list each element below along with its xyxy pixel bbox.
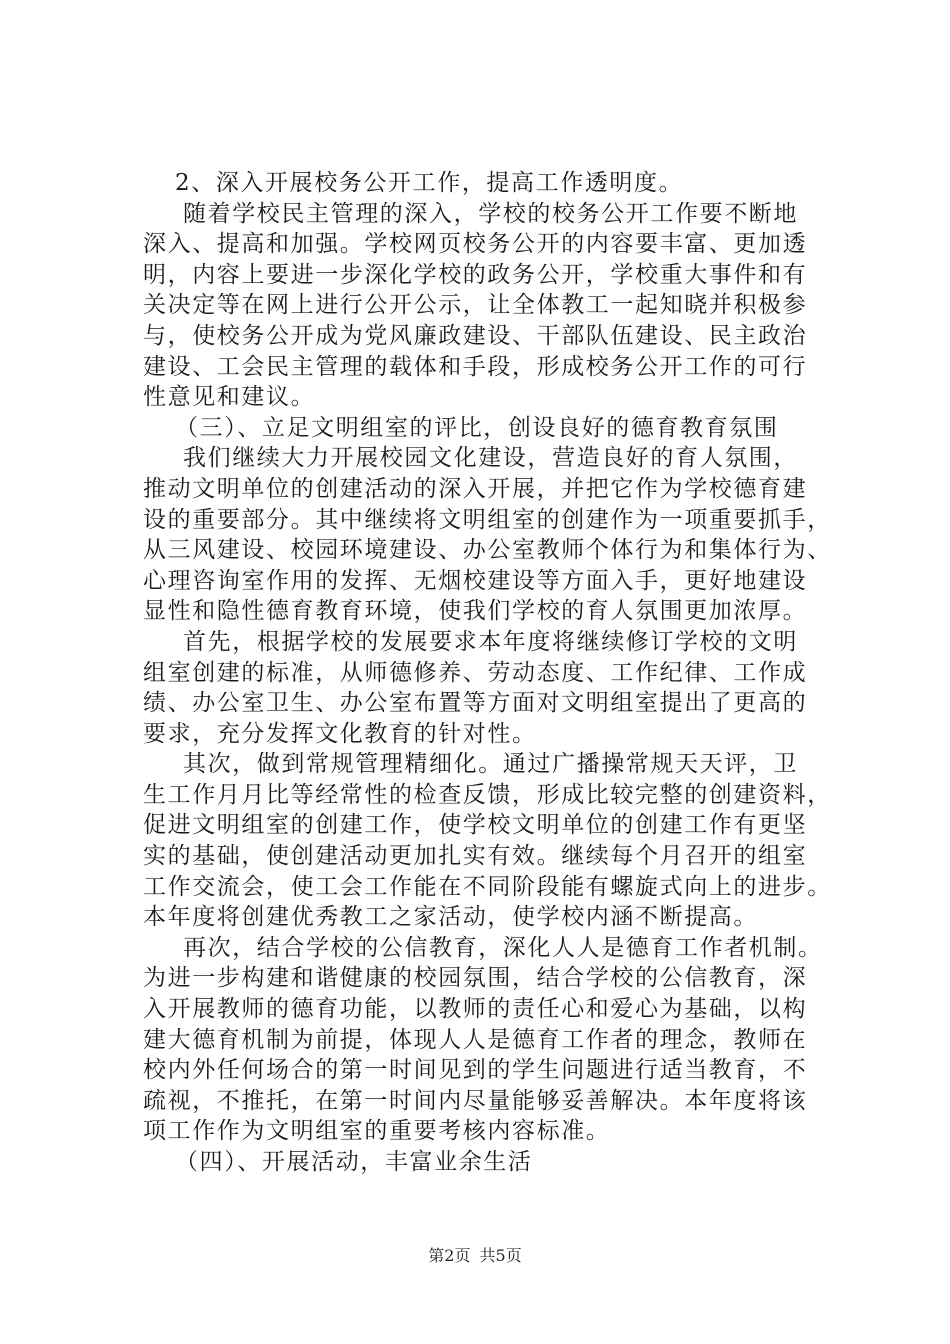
paragraph-line: 组室创建的标准，从师德修养、劳动态度、工作纪律、工作成 <box>143 659 808 686</box>
section-heading: 2、深入开展校务公开工作，提高工作透明度。 <box>175 170 684 196</box>
paragraph-line: 明，内容上要进一步深化学校的政务公开，学校重大事件和有 <box>143 261 808 288</box>
paragraph-line: 促进文明组室的创建工作，使学校文明单位的创建工作有更坚 <box>143 812 808 839</box>
paragraph-line: 推动文明单位的创建活动的深入开展，并把它作为学校德育建 <box>143 475 808 502</box>
paragraph-line: 疏视，不推托，在第一时间内尽量能够妥善解决。本年度将该 <box>143 1087 808 1114</box>
section-heading: （四）、开展活动，丰富业余生活 <box>175 1149 533 1175</box>
paragraph-line: 本年度将创建优秀教工之家活动，使学校内涵不断提高。 <box>143 904 758 931</box>
paragraph-line: 与，使校务公开成为党风廉政建设、干部队伍建设、民主政治 <box>143 322 808 349</box>
paragraph-line: 随着学校民主管理的深入，学校的校务公开工作要不断地 <box>183 200 798 227</box>
paragraph-line: 再次，结合学校的公信教育，深化人人是德育工作者机制。 <box>183 934 823 961</box>
paragraph-line: 显性和隐性德育教育环境，使我们学校的育人氛围更加浓厚。 <box>143 598 808 625</box>
paragraph-line: 关决定等在网上进行公开公示，让全体教工一起知晓并积极参 <box>143 292 808 319</box>
paragraph-line: 其次，做到常规管理精细化。通过广播操常规天天评，卫 <box>183 751 798 778</box>
page-number: 第2页 <box>428 1246 471 1265</box>
paragraph-line: 深入、提高和加强。学校网页校务公开的内容要丰富、更加透 <box>143 231 808 258</box>
paragraph-line: 为进一步构建和谐健康的校园氛围，结合学校的公信教育，深 <box>143 965 808 992</box>
paragraph-line: 首先，根据学校的发展要求本年度将继续修订学校的文明 <box>183 628 798 655</box>
paragraph-line: 建大德育机制为前提，体现人人是德育工作者的理念，教师在 <box>143 1026 808 1053</box>
paragraph-line: 绩、办公室卫生、办公室布置等方面对文明组室提出了更高的 <box>143 690 808 717</box>
paragraph-line: 要求，充分发挥文化教育的针对性。 <box>143 720 537 747</box>
paragraph-line: 我们继续大力开展校园文化建设，营造良好的育人氛围， <box>183 445 798 472</box>
paragraph-line: 项工作作为文明组室的重要考核内容标准。 <box>143 1118 611 1145</box>
paragraph-line: 入开展教师的德育功能，以教师的责任心和爱心为基础，以构 <box>143 996 808 1023</box>
paragraph-line: 实的基础，使创建活动更加扎实有效。继续每个月召开的组室 <box>143 843 808 870</box>
document-body <box>143 168 832 1178</box>
section-heading: （三）、立足文明组室的评比，创设良好的德育教育氛围 <box>175 414 779 441</box>
paragraph-line: 工作交流会，使工会工作能在不同阶段能有螺旋式向上的进步。 <box>143 873 832 900</box>
paragraph-line: 性意见和建议。 <box>143 384 316 411</box>
paragraph-line: 从三风建设、校园环境建设、办公室教师个体行为和集体行为、 <box>143 537 832 564</box>
paragraph-line: 设的重要部分。其中继续将文明组室的创建作为一项重要抓手， <box>143 506 832 533</box>
paragraph-line: 生工作月月比等经常性的检查反馈，形成比较完整的创建资料， <box>143 781 832 808</box>
paragraph-line: 建设、工会民主管理的载体和手段，形成校务公开工作的可行 <box>143 353 808 380</box>
paragraph-line: 心理咨询室作用的发挥、无烟校建设等方面入手，更好地建设 <box>143 567 808 594</box>
page-footer <box>0 1243 950 1266</box>
page-total: 共5页 <box>479 1246 522 1265</box>
paragraph-line: 校内外任何场合的第一时间见到的学生问题进行适当教育，不 <box>143 1057 808 1084</box>
